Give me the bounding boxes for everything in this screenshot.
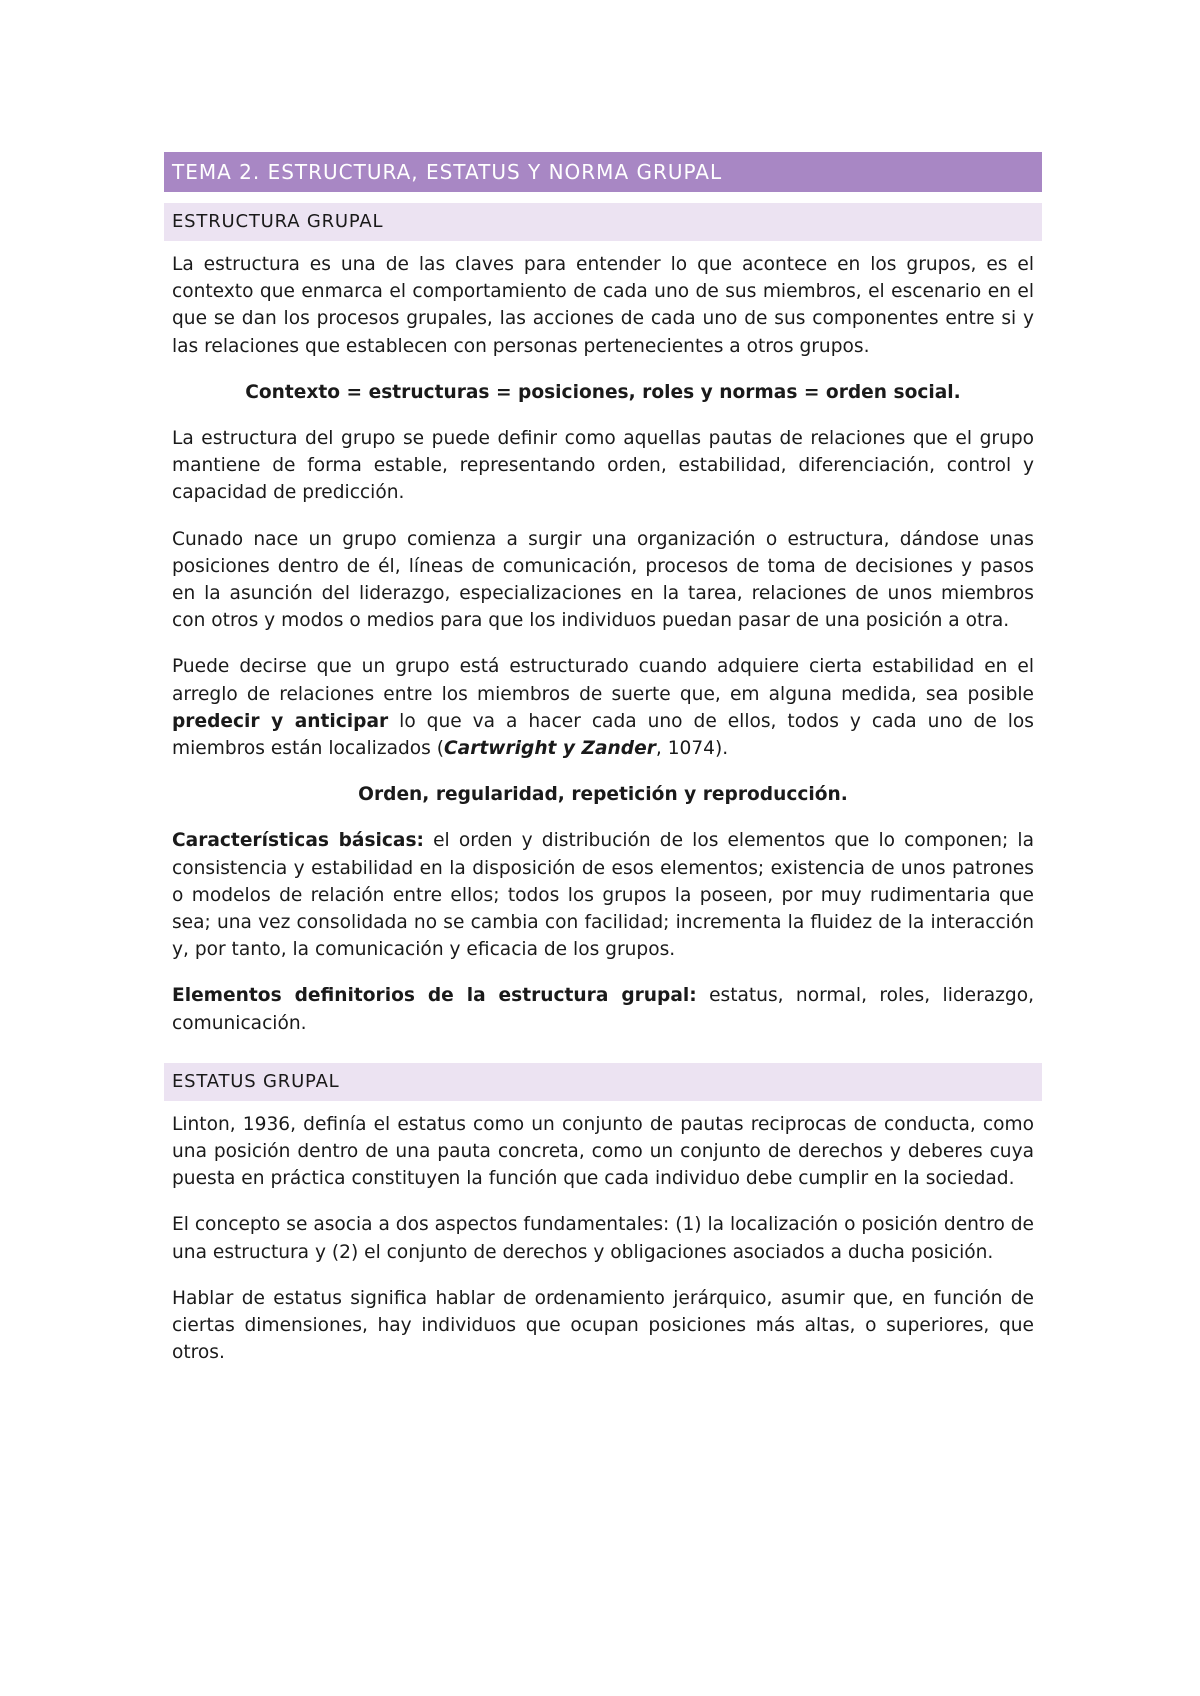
text-elementos: estatus, normal, roles, liderazgo, comunicación. (172, 985, 1034, 1034)
bold-predecir: predecir y anticipar (172, 710, 389, 732)
paragraph-elementos (164, 982, 1042, 1036)
paragraph-caracteristicas (164, 827, 1042, 963)
label-elementos: Elementos definitorios de la estructura grupal: (172, 985, 697, 1007)
paragraph-estatus-linton: Linton, 1936, definía el estatus como un conjunto de pautas reciprocas de conducta, como una posición dentro de una pauta concreta, como un conjunto de derechos y deberes cuya puesta en práctica constituyen la función que cada individuo debe cumplir en la sociedad. (172, 1113, 1034, 1190)
text-caracteristicas: el orden y distribución de los elementos que lo componen; la consistencia y estabilidad en la disposición de esos elementos; existencia de unos patrones o modelos de relación entre ellos; todos los grupos la poseen, por muy rudimentaria que sea; una vez consolidada no se cambia con facilidad; incrementa la fluidez de la interacción y, por tanto, la comunicación y eficacia de los grupos. (172, 830, 1034, 961)
section-heading-estatus: ESTATUS GRUPAL (164, 1063, 1042, 1101)
text-segment: , 1074). (655, 738, 729, 760)
paragraph-estructura-definicion: La estructura del grupo se puede definir como aquellas pautas de relaciones que el grupo mantiene de forma estable, representando orden, estabilidad, diferenciación, control y capacidad de predicción. (172, 428, 1034, 504)
label-caracteristicas: Características básicas: (172, 830, 424, 852)
paragraph-estatus-jerarquia: Hablar de estatus significa hablar de ordenamiento jerárquico, asumir que, en función de ciertas dimensiones, hay individuos que ocupan posiciones más altas, o superiores, que otros. (172, 1287, 1034, 1364)
tagline-orden: Orden, regularidad, repetición y reproducción. (358, 784, 848, 806)
paragraph-estructura-intro: La estructura es una de las claves para entender lo que acontece en los grupos, es el contexto que enmarca el comportamiento de cada uno de sus miembros, el escenario en el que se dan los procesos grupales, las acciones de cada uno de sus componentes entre si y las relaciones que establecen con personas pertenecientes a otros grupos. (172, 254, 1034, 357)
text-segment: lo que va a hacer cada uno de ellos, todos y cada uno de los miembros están localizados ( (172, 710, 1034, 760)
citation-authors: Cartwright y Zander (444, 738, 656, 760)
paragraph-estatus-concepto: El concepto se asocia a dos aspectos fundamentales: (1) la localización o posición dentro de una estructura y (2) el conjunto de derechos y obligaciones asociados a ducha posición. (172, 1214, 1034, 1263)
text-segment: Puede decirse que un grupo está estructurado cuando adquiere cierta estabilidad en el arreglo de relaciones entre los miembros de suerte que, em alguna medida, sea posible (172, 656, 1034, 705)
paragraph-estructura-nacimiento: Cunado nace un grupo comienza a surgir una organización o estructura, dándose unas posiciones dentro de él, líneas de comunicación, procesos de toma de decisiones y pasos en la asunción del liderazgo, especializaciones en la tarea, relaciones de unos miembros con otros y modos o medios para que los individuos puedan pasar de una posición a otra. (172, 528, 1034, 632)
formula-line: Contexto = estructuras = posiciones, roles y normas = orden social. (245, 381, 961, 403)
document-page (164, 152, 1042, 1386)
section-heading-estructura: ESTRUCTURA GRUPAL (164, 203, 1042, 241)
paragraph-estructura-estabilidad (164, 653, 1042, 762)
document-title: TEMA 2. ESTRUCTURA, ESTATUS Y NORMA GRUPAL (164, 152, 1042, 192)
